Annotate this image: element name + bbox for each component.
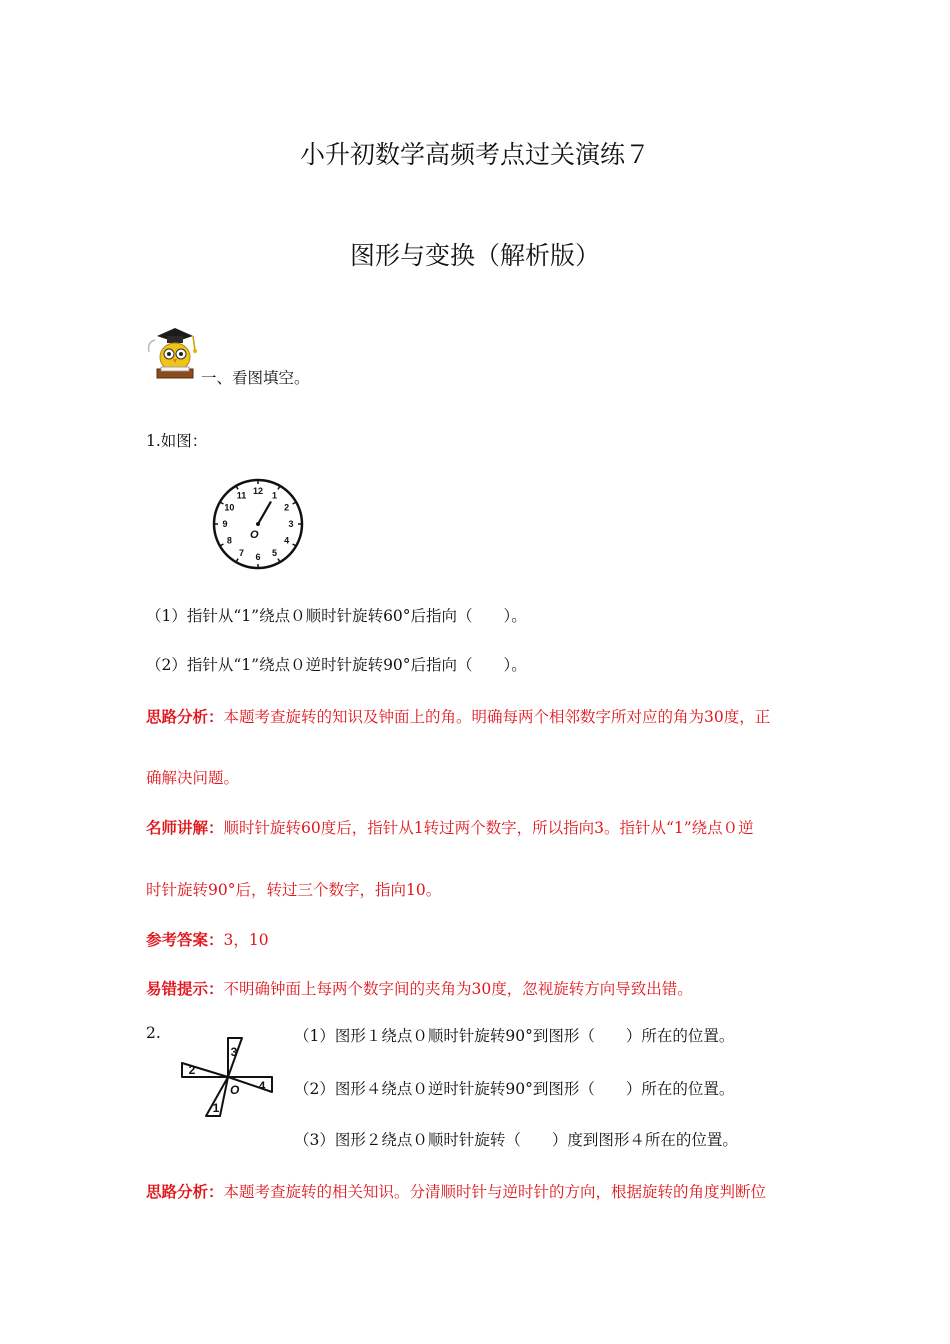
clock-number: 4 <box>284 535 290 546</box>
q1-analysis-line-2: 确解决问题。 <box>146 769 240 787</box>
clock-number: 12 <box>252 486 264 497</box>
clock-number: 5 <box>271 547 278 558</box>
clock-number: 3 <box>288 519 294 530</box>
question-2-part-2: （2）图形４绕点０逆时针旋转90°到图形（ ）所在的位置。 <box>294 1080 735 1098</box>
shape-3-label: 3 <box>230 1045 238 1059</box>
clock-number: 9 <box>222 519 228 530</box>
answer-label: 参考答案： <box>146 930 224 949</box>
shape-1-label: 1 <box>212 1101 220 1115</box>
question-1-part-1: （1）指针从“1”绕点０顺时针旋转60°后指向（ ）。 <box>146 607 527 625</box>
document-subtitle: 图形与变换（解析版） <box>349 241 600 270</box>
rotation-figure <box>176 1028 276 1126</box>
clock-center-label: O <box>250 529 259 541</box>
teacher-text: 顺时针旋转60度后，指针从1转过两个数字，所以指向3。指针从“1”绕点０逆 <box>223 819 754 837</box>
rotation-center-label: O <box>230 1083 240 1097</box>
clock-number: 2 <box>284 502 290 513</box>
clock-number: 1 <box>271 490 278 501</box>
analysis-label: 思路分析： <box>146 1182 224 1201</box>
shape-2-label: 2 <box>188 1063 196 1077</box>
shape-4-label: 4 <box>258 1079 266 1093</box>
question-2-part-1: （1）图形１绕点０顺时针旋转90°到图形（ ）所在的位置。 <box>294 1027 735 1045</box>
clock-number: 7 <box>238 547 245 558</box>
analysis-text: 本题考查旋转的相关知识。分清顺时针与逆时针的方向，根据旋转的角度判断位 <box>223 1183 767 1201</box>
question-2-number: 2. <box>146 1024 161 1042</box>
analysis-label: 思路分析： <box>146 707 224 726</box>
teacher-label: 名师讲解： <box>146 818 224 837</box>
question-1-part-2: （2）指针从“1”绕点０逆时针旋转90°后指向（ ）。 <box>146 656 527 674</box>
question-number: 1. <box>146 432 161 450</box>
clock-center-dot <box>256 522 260 526</box>
answer-text: 3，10 <box>223 931 269 949</box>
document-title: 小升初数学高频考点过关演练７ <box>299 140 650 169</box>
question-stem: 如图： <box>160 432 208 450</box>
q1-teacher-line-1 <box>146 816 754 838</box>
clock-number: 10 <box>224 502 235 513</box>
q1-mistake <box>146 977 693 999</box>
q1-answer <box>146 928 269 950</box>
section-heading: 一、看图填空。 <box>201 369 310 387</box>
clock-number: 11 <box>236 490 247 501</box>
question-1-number <box>146 429 207 451</box>
q1-teacher-line-2: 时针旋转90°后，转过三个数字，指向10。 <box>146 881 442 899</box>
mistake-label: 易错提示： <box>146 979 224 998</box>
q1-analysis-line-1 <box>146 705 770 727</box>
q2-analysis-line-1 <box>146 1180 766 1202</box>
analysis-text: 本题考查旋转的知识及钟面上的角。明确每两个相邻数字所对应的角为30度，正 <box>223 708 771 726</box>
owl-mascot-icon <box>143 322 199 382</box>
question-2-part-3: （3）图形２绕点０顺时针旋转（ ）度到图形４所在的位置。 <box>294 1131 738 1149</box>
mistake-text: 不明确钟面上每两个数字间的夹角为30度，忽视旋转方向导致出错。 <box>223 980 693 998</box>
clock-number: 8 <box>226 535 232 546</box>
clock-figure <box>210 476 306 572</box>
clock-number: 6 <box>255 552 261 563</box>
